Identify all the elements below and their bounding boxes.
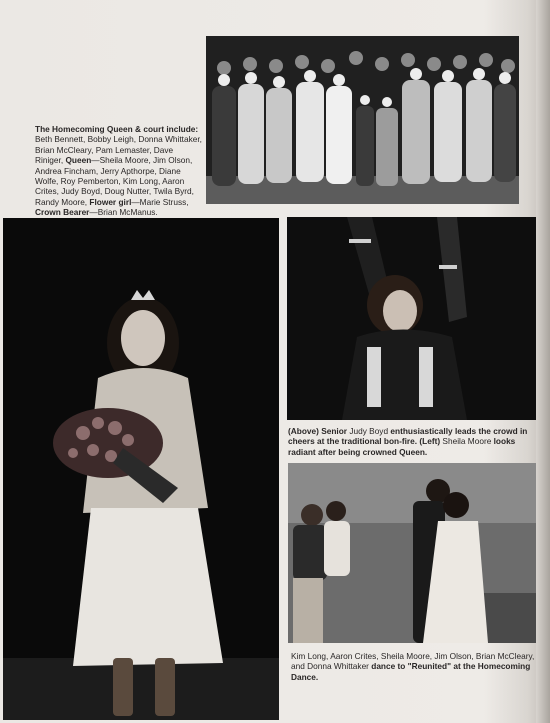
court-caption-lead: The Homecoming Queen & court include: xyxy=(35,124,199,134)
page-binding-shadow xyxy=(536,0,550,723)
court-caption-flower-label: Flower girl xyxy=(89,196,132,207)
cheer-caption-text-1: Senior xyxy=(318,426,350,436)
dance-caption xyxy=(291,651,536,682)
court-caption-names-4: —Brian McManus. xyxy=(89,207,158,218)
queen-illustration xyxy=(3,218,279,720)
dancers-illustration xyxy=(288,463,536,643)
homecoming-dance-photo xyxy=(288,463,536,643)
court-caption-crown-label: Crown Bearer xyxy=(35,207,90,218)
cheer-caption-left: (Left) xyxy=(419,436,441,447)
cheer-caption-text-4: looks radiant after being crowned Queen. xyxy=(288,436,516,457)
queen-photo xyxy=(3,218,279,720)
bonfire-cheer-photo xyxy=(287,217,536,420)
dance-caption-names: Kim Long, Aaron Crites, Sheila Moore, Jim Olson, Brian McCleary, and Donna Whittaker xyxy=(291,651,535,672)
cheer-caption-name-sheila: Sheila Moore xyxy=(440,436,494,447)
cheer-caption xyxy=(288,426,534,457)
court-caption-queen-label: Queen xyxy=(65,155,92,166)
cheerleader-illustration xyxy=(287,217,536,420)
court-caption-names-3: —Marie Struss, xyxy=(131,196,189,207)
court-caption-names-1: Beth Bennett, Bobby Leigh, Donna Whittaker, Brian McCleary, Pam Lemaster, Dave Riniger, xyxy=(35,134,202,166)
court-caption xyxy=(35,124,203,218)
court-group-illustration xyxy=(206,36,519,204)
court-caption-names-2: —Sheila Moore, Jim Olson, Andrea Fincham, Jerry Apthorpe, Diane Wolfe, Roy Pemberton, Kim Long, Aaron Crites, Judy Boyd, Doug Nutter, Twila Byrd, Randy Moore, xyxy=(35,155,194,207)
cheer-caption-text-2: enthusiastically leads the crowd in cheers at the traditional bon-fire. xyxy=(288,426,528,447)
cheer-caption-name-judy: Judy Boyd xyxy=(349,426,389,436)
homecoming-court-photo xyxy=(206,36,519,204)
cheer-caption-above: (Above) xyxy=(288,426,319,436)
dance-caption-text: dance to "Reunited" at the Homecoming Dance. xyxy=(291,661,531,682)
